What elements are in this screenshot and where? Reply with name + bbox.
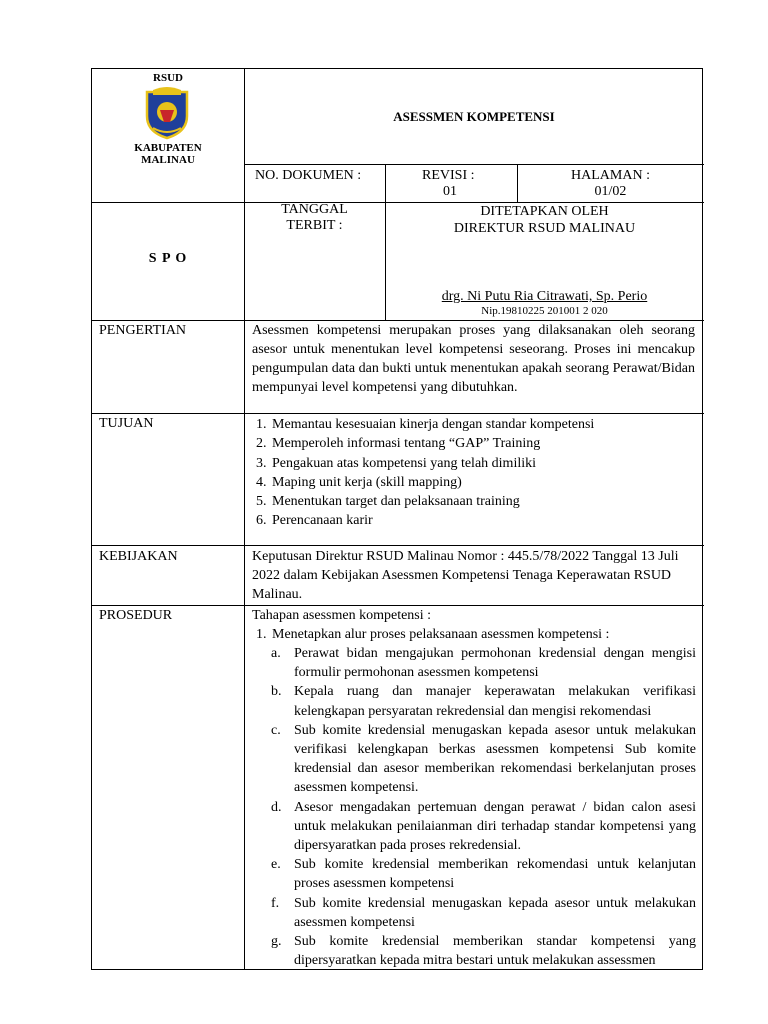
malinau-emblem-icon	[143, 86, 191, 140]
kebijakan-label: KEBIJAKAN	[99, 549, 178, 564]
spo-label: S P O	[148, 251, 188, 266]
list-item	[250, 454, 695, 473]
signatory-name: drg. Ni Putu Ria Citrawati, Sp. Perio	[441, 289, 648, 304]
list-number: 6.	[256, 513, 267, 529]
list-item	[247, 721, 696, 798]
list-number: 5.	[256, 494, 267, 510]
column-divider	[385, 164, 386, 202]
spo-document	[91, 68, 703, 970]
document-title: ASESSMEN KOMPETENSI	[393, 109, 555, 124]
list-number: 4.	[256, 474, 267, 490]
list-item	[250, 473, 695, 492]
kebijakan-text: Keputusan Direktur RSUD Malinau Nomor : 445.5/78/2022 Tanggal 13 Juli 2022 dalam Kebijakan Asessmen Kompetensi Tenaga Keperawatan RSUD Malinau.	[252, 549, 679, 602]
list-text: Memantau kesesuaian kinerja dengan standar kompetensi	[272, 417, 595, 432]
list-text: Kepala ruang dan manajer keperawatan melakukan verifikasi kelengkapan persyaratan rekredensial dan mengisi rekomendasi	[294, 684, 696, 719]
prosedur-substeps	[247, 644, 696, 970]
signatory-nip: Nip.19810225 201001 2 020	[481, 305, 608, 317]
prosedur-step-number: 1.	[256, 627, 267, 642]
list-letter: b.	[271, 684, 282, 700]
list-item	[250, 492, 695, 511]
list-letter: e.	[271, 857, 281, 873]
list-item	[250, 434, 695, 453]
list-letter: g.	[271, 934, 282, 950]
list-number: 2.	[256, 436, 267, 452]
row-divider	[92, 413, 704, 414]
list-text: Sub komite kredensial memberikan standar kompetensi yang dipersyaratkan kepada mitra bestari untuk melakukan assessmen	[294, 934, 696, 969]
list-letter: c.	[271, 722, 281, 738]
no-dokumen-label: NO. DOKUMEN :	[255, 168, 362, 183]
list-text: Perawat bidan mengajukan permohonan kredensial dengan mengisi formulir permohonan asessmen kompetensi	[294, 646, 696, 681]
revisi-label: REVISI :	[422, 168, 475, 183]
halaman-value: 01/02	[594, 184, 627, 199]
org-bottom-label-2: MALINAU	[141, 154, 195, 166]
ditetapkan-line-2: DIREKTUR RSUD MALINAU	[453, 221, 636, 236]
ditetapkan-block	[385, 203, 704, 237]
list-text: Pengakuan atas kompetensi yang telah dimiliki	[272, 455, 536, 471]
halaman-label: HALAMAN :	[571, 168, 650, 183]
list-item	[247, 798, 696, 856]
list-item	[250, 415, 695, 434]
list-item	[250, 511, 695, 530]
prosedur-label: PROSEDUR	[99, 608, 173, 623]
list-item	[247, 932, 696, 970]
pengertian-text: Asessmen kompetensi merupakan proses yang dilaksanakan oleh seorang asesor untuk menentukan level kompetensi seseorang. Proses ini mencakup pengumpulan data dan bukti untuk menentukan apakah seorang Perawat/Bidan mempunyai level kompetensi yang dibutuhkan.	[252, 323, 695, 395]
list-item	[247, 682, 696, 720]
prosedur-step-text: Menetapkan alur proses pelaksanaan asessmen kompetensi :	[272, 627, 610, 642]
tanggal-label-line-1: TANGGAL	[281, 202, 348, 217]
list-item	[247, 855, 696, 893]
list-letter: d.	[271, 799, 282, 815]
list-text: Sub komite kredensial memberikan rekomendasi untuk kelanjutan proses asessmen kompetensi	[294, 857, 696, 892]
ditetapkan-line-1: DITETAPKAN OLEH	[480, 204, 609, 219]
org-top-label: RSUD	[153, 72, 183, 84]
pengertian-label: PENGERTIAN	[99, 323, 187, 338]
revisi-value: 01	[443, 184, 457, 199]
list-item	[247, 644, 696, 682]
tujuan-list	[250, 415, 695, 531]
row-divider	[92, 545, 704, 546]
row-divider	[244, 164, 704, 165]
list-text: Perencanaan karir	[272, 513, 373, 529]
list-text: Sub komite kredensial menugaskan kepada asesor untuk melakukan asessmen kompetensi	[294, 895, 696, 930]
list-text: Asesor mengadakan pertemuan dengan perawat / bidan calon asesi untuk melakukan penilaianman diri terhadap standar kompetensi yang dipersyaratkan pada proses rekredensial.	[294, 799, 696, 854]
list-number: 3.	[256, 455, 267, 471]
tujuan-label: TUJUAN	[99, 416, 154, 431]
list-number: 1.	[256, 417, 267, 432]
list-item	[247, 894, 696, 932]
tanggal-label-line-2: TERBIT :	[286, 218, 343, 233]
list-text: Menentukan target dan pelaksanaan training	[272, 494, 520, 510]
list-text: Sub komite kredensial menugaskan kepada asesor untuk melakukan verifikasi kelengkapan berkas asessmen kompetensi Sub komite kredensial dan asesor memberikan rekomendasi berkelanjutan proses asessmen kompetensi.	[294, 722, 696, 796]
prosedur-intro: Tahapan asessmen kompetensi :	[252, 608, 432, 623]
list-letter: f.	[271, 895, 280, 911]
list-letter: a.	[271, 646, 281, 661]
list-text: Maping unit kerja (skill mapping)	[272, 474, 462, 490]
org-bottom-label-1: KABUPATEN	[134, 142, 202, 154]
tanggal-terbit-label	[244, 202, 385, 234]
list-text: Memperoleh informasi tentang “GAP” Training	[272, 436, 541, 452]
